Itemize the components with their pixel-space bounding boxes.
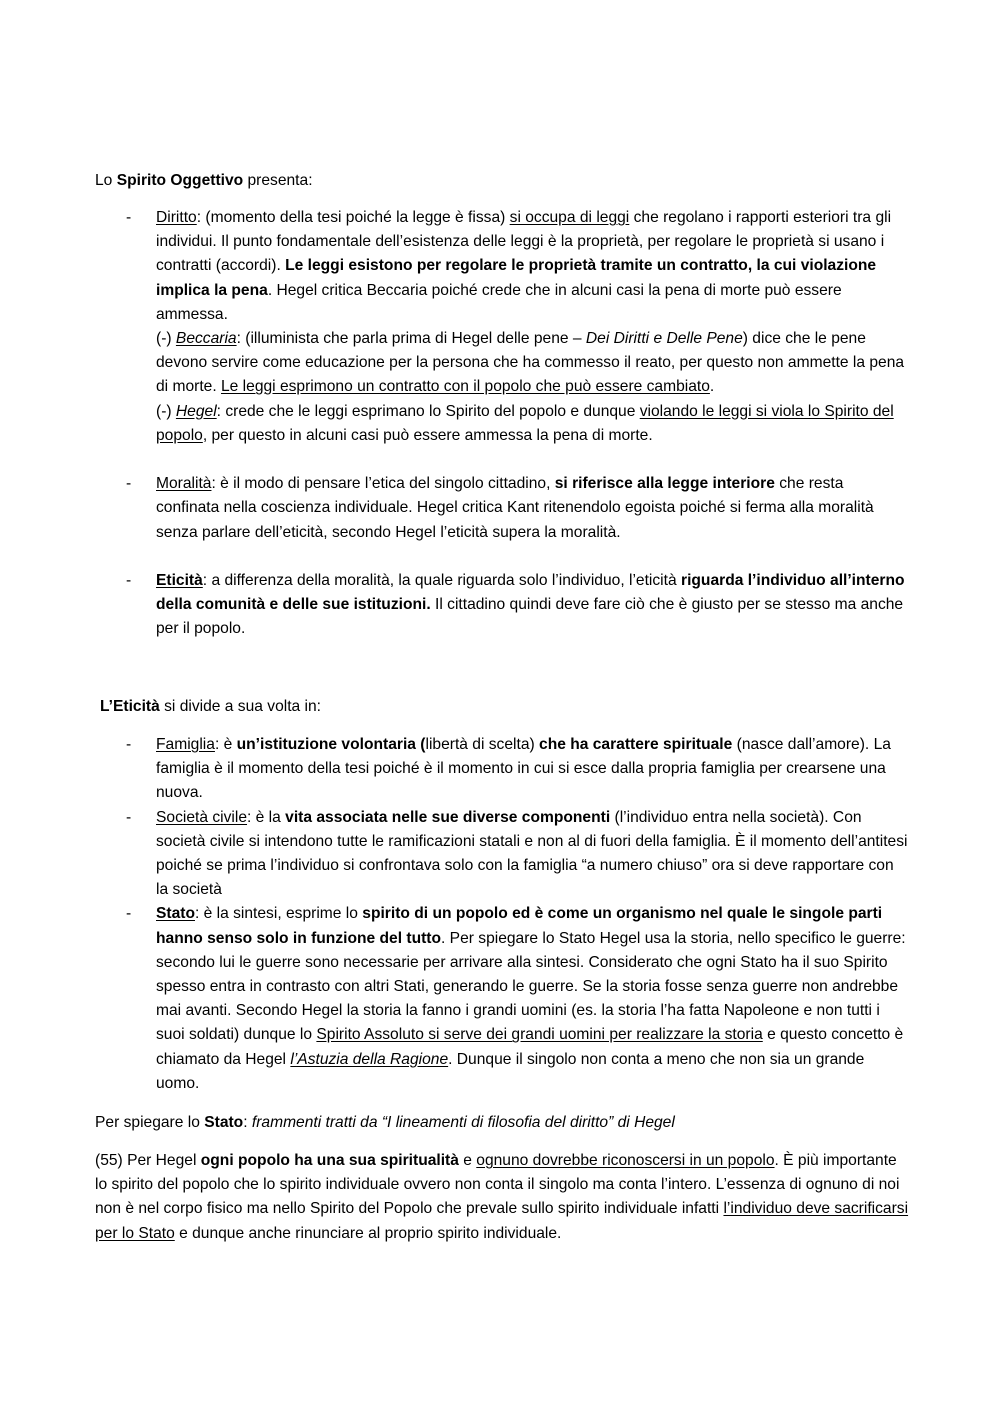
eticita-text [156,572,905,637]
text: e [458,1152,477,1169]
list-item-eticita [95,569,910,642]
bold-text: un’istituzione volontaria ( [236,736,426,753]
text: che resta confinata nella coscienza individuale. Hegel critica Kant ritenendolo egoista poiché si ferma alla moralità senza parlare dell’eticità, secondo Hegel l’eticità supera la moralità. [156,475,874,541]
eticita-label: Eticità [156,572,203,590]
text: : è [214,736,237,753]
bold-text: riguarda l’individuo all’interno della comunità e delle sue istituzioni. [156,572,905,614]
spacer [95,545,910,569]
book-title: Dei Diritti e Delle Pene [585,330,743,348]
intro-paragraph [95,169,910,193]
text: : [243,1114,252,1131]
bold-term: Spirito Oggettivo [116,172,244,189]
bullet: - [126,475,132,493]
underlined-text: Spirito Assoluto si serve dei grandi uomini per realizzare la storia [316,1026,763,1044]
italic-underlined-text: l’Astuzia della Ragione [290,1050,449,1068]
text: presenta: [243,172,313,189]
bold-text: spirito di un popolo ed è come un organismo nel quale le singole parti hanno senso solo in funzione del tutto [156,905,883,947]
bold-text: Le leggi esistono per regolare le proprietà tramite un contratto, la cui violazione implica la pena [156,257,877,299]
text: libertà di scelta) [425,736,540,753]
bullet: - [126,808,132,826]
bold-term: L’Eticità [100,698,160,715]
text: e questo concetto è chiamato da Hegel [156,1026,904,1068]
text: e dunque anche rinunciare al proprio spirito individuale. [174,1224,562,1242]
text: . Per spiegare lo Stato Hegel usa la storia, nello specifico le guerre: secondo lui le guerre sono necessarie per arrivare alla sintesi. Considerato che ogni Stato ha il suo Spirito spesso entra in contrasto con altri Stati, generando le guerre. Se la storia fosse senza guerre non andrebbe mai avanti. Secondo Hegel la storia la fanno i grandi uomini (es. la storia l’ha fatta Napoleone e non tutti i suoi soldati) dunque lo [156,929,906,1044]
list-item-societa-civile [95,806,910,903]
beccaria-label: Beccaria [175,330,237,348]
moralita-text [156,475,874,540]
list-item-diritto [95,206,910,448]
text: , per questo in alcuni casi può essere ammessa la pena di morte. [202,426,653,444]
diritto-label: Diritto [156,209,197,226]
text: : è il modo di pensare l’etica del singolo cittadino, [211,475,555,493]
beccaria-subpoint [156,327,910,400]
text: che regolano i rapporti esteriori tra gli individui. Il punto fondamentale dell’esistenza delle leggi è la proprietà, per regolare le proprietà si usano i contratti (accordi). [156,209,892,275]
spacer [95,448,910,472]
bold-text: che ha carattere spirituale [539,736,733,753]
text: . Hegel critica Beccaria poiché crede che in alcuni casi la pena di morte può essere ammessa. [156,281,842,323]
text: : crede che le leggi esprimano lo Spirito del popolo e dunque [216,402,640,420]
text: (l’individuo entra nella società). Con società civile si intendono tutte le ramificazioni statali e non al di fuori della famiglia. È il momento dell’antitesi poiché se prima l’individuo si confrontava solo con la famiglia “a numero chiuso” ora si deve rapportare con la società [156,808,908,899]
list-item-famiglia [95,733,910,806]
italic-source: frammenti tratti da “I lineamenti di filosofia del diritto” di Hegel [251,1114,675,1131]
list-item-stato [95,902,910,1096]
text: : (illuminista che parla prima di Hegel delle pene – [236,330,586,348]
text: si divide a sua volta in: [159,698,322,715]
spirito-oggettivo-list [95,206,910,642]
bullet: - [126,572,132,590]
eticita-list [95,733,910,1096]
text: Il cittadino quindi deve fare ciò che è giusto per se stesso ma anche per il popolo. [156,596,904,638]
text: : (momento della tesi poiché la legge è fissa) [196,209,510,226]
underlined-text: si occupa di leggi [509,209,630,226]
societa-label: Società civile [156,808,248,826]
text: . È più importante lo spirito del popolo che lo spirito individuale ovvero non conta il singolo ma conta l’intero. L’essenza di ognuno di noi non è nel corpo fisico ma nello Spirito del Popolo che prevale sullo spirito individuale infatti [95,1152,900,1218]
text: : è la [247,808,286,826]
moralita-label: Moralità [156,475,212,493]
text: Per spiegare lo [95,1114,205,1131]
stato-label: Stato [156,905,195,923]
bold-text: si riferisce alla legge interiore [554,475,775,493]
bullet: - [126,905,132,923]
underlined-text: violando le leggi si viola lo Spirito del popolo [156,402,894,444]
text: : è la sintesi, esprime lo [194,905,363,923]
famiglia-text [156,736,891,801]
bold-term: Stato [204,1114,244,1131]
diritto-text [156,209,891,323]
bold-text: ogni popolo ha una sua spiritualità [200,1152,459,1169]
text: (55) Per Hegel [95,1152,201,1169]
underlined-text: l’individuo deve sacrificarsi per lo Stato [95,1200,909,1242]
subpoint-prefix: (-) [156,330,176,348]
fragment-55-paragraph [95,1149,910,1246]
text: (nasce dall’amore). La famiglia è il momento della tesi poiché è il momento in cui si esce dalla propria famiglia per crearsene una nuova. [156,736,891,802]
subpoint-prefix: (-) [156,402,176,420]
eticita-intro-paragraph [100,695,915,719]
underlined-text: Le leggi esprimono un contratto con il popolo che può essere cambiato [221,378,710,396]
bullet: - [126,209,132,226]
text: : a differenza della moralità, la quale riguarda solo l’individuo, l’eticità [202,572,681,590]
hegel-label: Hegel [175,402,217,420]
bold-text: vita associata nelle sue diverse componenti [285,808,611,826]
text: . [709,378,715,396]
famiglia-label: Famiglia [156,736,215,753]
societa-text [156,809,907,899]
stato-text [156,905,906,1091]
stato-note-paragraph [95,1111,910,1135]
bullet: - [126,736,132,753]
text: . Dunque il singolo non conta a meno che non sia un grande uomo. [156,1050,865,1092]
text: ) dice che le pene devono servire come educazione per la persona che ha commesso il reato, per questo non ammette la pena di morte. [156,330,905,396]
list-item-moralita [95,472,910,545]
hegel-subpoint [156,400,910,448]
underlined-text: ognuno dovrebbe riconoscersi in un popolo [476,1152,775,1169]
text: Lo [95,172,117,189]
